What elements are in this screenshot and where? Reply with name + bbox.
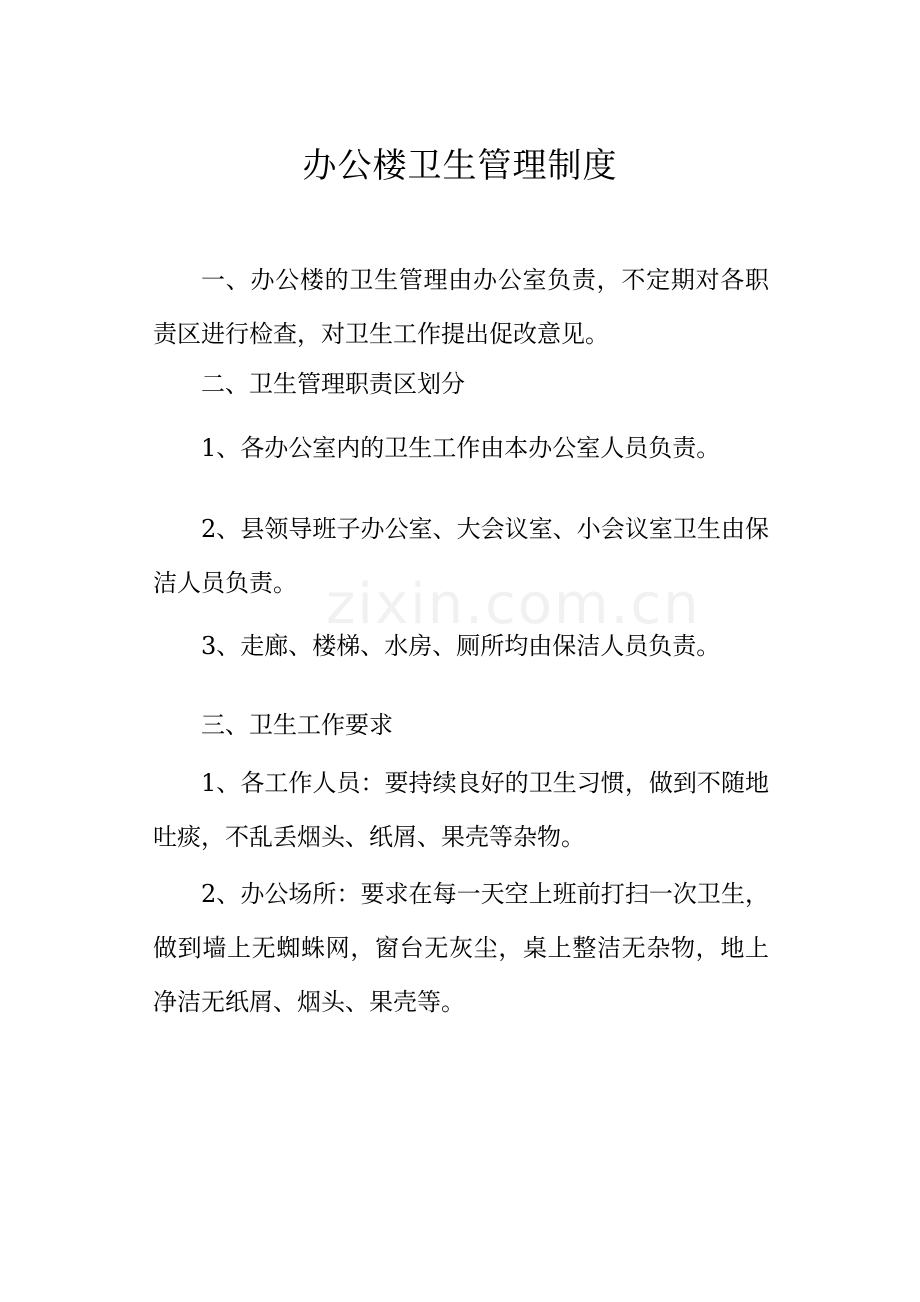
paragraph-5: 3、走廊、楼梯、水房、厕所均由保洁人员负责。 xyxy=(201,632,721,660)
watermark: zixin.com.cn xyxy=(326,572,701,637)
paragraph-4: 2、县领导班子办公室、大会议室、小会议室卫生由保洁人员负责。 xyxy=(153,515,769,597)
paragraph-7: 1、各工作人员：要持续良好的卫生习惯，做到不随地吐痰，不乱丢烟头、纸屑、果壳等杂物。 xyxy=(153,769,769,851)
paragraph-1: 一、办公楼的卫生管理由办公室负责，不定期对各职责区进行检查，对卫生工作提出促改意见。 xyxy=(153,266,769,348)
document-title: 办公楼卫生管理制度 xyxy=(302,146,618,186)
paragraph-3: 1、各办公室内的卫生工作由本办公室人员负责。 xyxy=(201,434,721,462)
paragraph-6: 三、卫生工作要求 xyxy=(201,711,393,739)
paragraph-8: 2、办公场所：要求在每一天空上班前打扫一次卫生，做到墙上无蜘蛛网，窗台无灰尘，桌上整洁无杂物，地上净洁无纸屑、烟头、果壳等。 xyxy=(153,880,769,1016)
paragraph-2: 二、卫生管理职责区划分 xyxy=(201,370,465,398)
